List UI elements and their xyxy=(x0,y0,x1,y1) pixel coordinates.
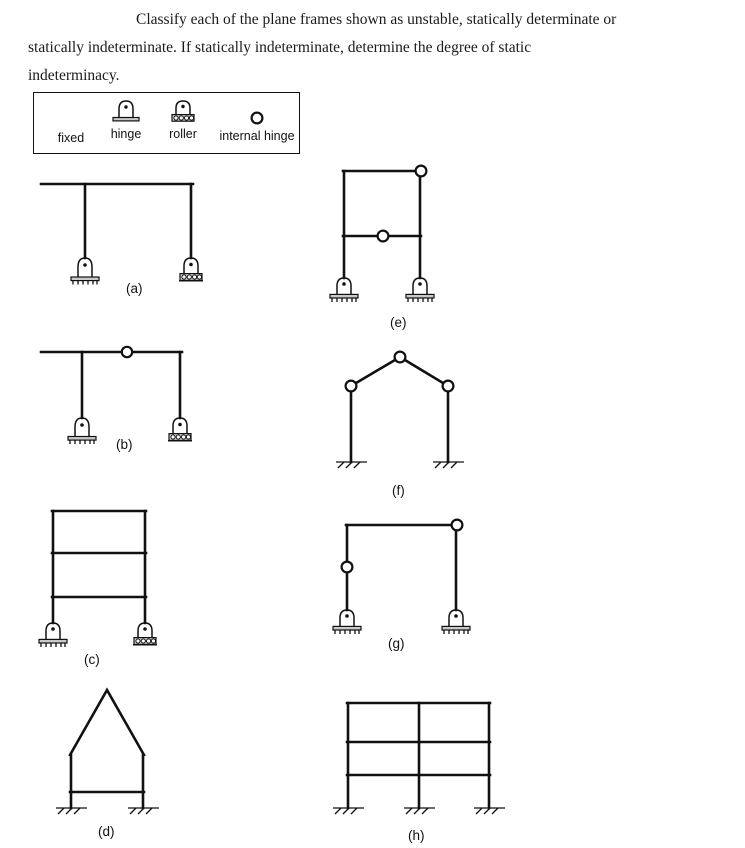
legend-item-hinge xyxy=(96,96,156,142)
legend-label-roller: roller xyxy=(169,127,197,141)
figure-b-caption: (b) xyxy=(116,437,133,452)
rafter-f-right xyxy=(400,357,448,386)
fixed-support-icon xyxy=(474,808,505,814)
hinge-support-icon xyxy=(96,96,156,126)
figure-c-caption: (c) xyxy=(84,652,100,667)
internal-hinge-icon xyxy=(395,352,406,363)
figure-e-caption: (e) xyxy=(390,315,407,330)
internal-hinge-icon xyxy=(416,166,427,177)
figure-g-caption: (g) xyxy=(388,636,405,651)
hinge-support-icon xyxy=(333,610,361,634)
roller-support-icon xyxy=(152,96,214,126)
figure-c xyxy=(30,500,210,650)
fixed-support-icon xyxy=(40,100,102,130)
hinge-support-icon xyxy=(442,610,470,634)
internal-hinge-icon xyxy=(214,98,300,128)
roller-support-icon xyxy=(133,623,157,645)
fixed-support-icon xyxy=(404,808,435,814)
legend-item-roller xyxy=(152,96,214,142)
roof-d xyxy=(70,690,144,755)
legend-item-fixed xyxy=(40,100,102,146)
internal-hinge-icon xyxy=(378,231,389,242)
hinge-support-icon xyxy=(406,278,434,302)
problem-line-1: Classify each of the plane frames shown as unstable, statically xyxy=(136,11,523,28)
figure-d xyxy=(30,680,210,820)
legend-label-fixed: fixed xyxy=(57,131,85,145)
internal-hinge-icon xyxy=(342,562,353,573)
figure-f-caption: (f) xyxy=(392,483,405,498)
figure-g xyxy=(320,510,510,640)
hinge-support-icon xyxy=(71,258,99,285)
fixed-support-icon xyxy=(333,808,364,814)
legend-label-hinge: hinge xyxy=(110,127,142,141)
fixed-support-icon xyxy=(336,462,367,468)
figure-e xyxy=(320,160,510,310)
internal-hinge-icon xyxy=(452,520,463,531)
internal-hinge-icon xyxy=(122,347,132,357)
hinge-support-icon xyxy=(330,278,358,302)
problem-statement xyxy=(28,6,618,90)
legend-box xyxy=(33,92,300,154)
roller-support-icon xyxy=(168,418,192,441)
internal-hinge-icon xyxy=(346,381,357,392)
figure-h-caption: (h) xyxy=(408,828,425,843)
fixed-support-icon xyxy=(128,808,159,814)
internal-hinge-icon xyxy=(443,381,454,392)
figure-h xyxy=(320,690,520,830)
legend-item-internal-hinge xyxy=(214,98,300,144)
figure-a-caption: (a) xyxy=(126,281,143,296)
figure-a xyxy=(30,168,220,293)
fixed-support-icon xyxy=(433,462,464,468)
problem-line-3: of static indeterminacy. xyxy=(28,39,532,84)
figure-d-caption: (d) xyxy=(98,824,115,839)
legend-label-internal-hinge: internal hinge xyxy=(219,129,295,143)
hinge-support-icon xyxy=(68,418,96,444)
rafter-f-left xyxy=(351,357,400,386)
figure-f xyxy=(320,345,510,485)
problem-line-2: determinate or statically indeterminate. If statically indeterminate, determine the degree xyxy=(28,11,617,56)
roller-support-icon xyxy=(179,258,203,281)
hinge-support-icon xyxy=(39,623,67,647)
fixed-support-icon xyxy=(56,808,87,814)
